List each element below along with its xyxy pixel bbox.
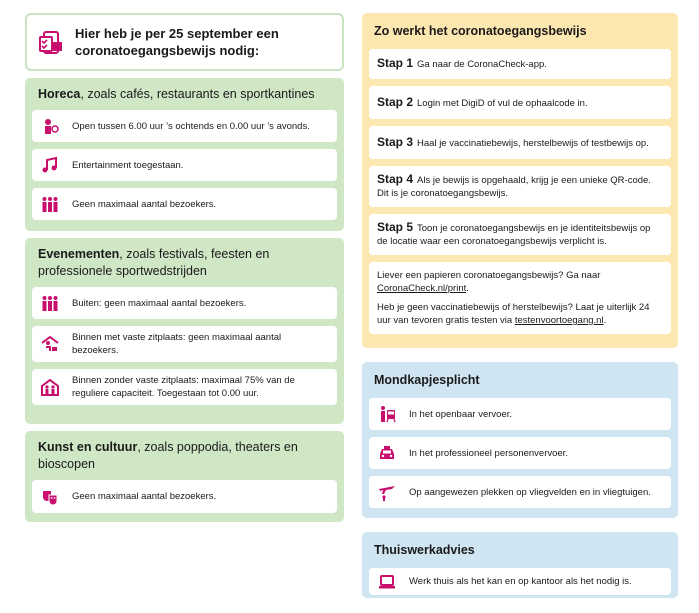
right-column — [362, 13, 678, 598]
horeca-title: Horeca, zoals cafés, restaurants en sportkantines — [38, 87, 315, 101]
step-1: Stap 1 Ga naar de CoronaCheck-app. — [369, 49, 671, 79]
list-item: Buiten: geen maximaal aantal bezoekers. — [32, 287, 337, 319]
thuiswerk-title: Thuiswerkadvies — [374, 543, 475, 557]
list-item: In het professioneel personenvervoer. — [369, 437, 671, 469]
evenementen-title: Evenementen, zoals festivals, feesten en professionele sportwedstrijden — [38, 247, 270, 278]
paper-proof-note: Liever een papieren coronatoegangsbewijs? Ga naar CoronaCheck.nl/print. — [377, 270, 601, 294]
kunst-section — [25, 431, 344, 522]
seated-venue-icon — [40, 334, 60, 354]
clock-person-icon — [40, 116, 60, 136]
list-item: In het openbaar vervoer. — [369, 398, 671, 430]
people-icon — [40, 293, 60, 313]
step-4: Stap 4 Als je bewijs is opgehaald, krijg je een unieke QR-code. Dit is je coronatoegangsbewijs. — [369, 166, 671, 207]
list-item: Open tussen 6.00 uur ’s ochtends en 0.00 uur ’s avonds. — [32, 110, 337, 142]
testenvoortoegang-link[interactable]: testenvoortoegang.nl — [514, 315, 604, 326]
list-item: Werk thuis als het kan en op kantoor als het nodig is. — [369, 568, 671, 595]
phone-checklist-icon — [39, 29, 65, 55]
horeca-section — [25, 78, 344, 231]
train-person-icon — [377, 404, 397, 424]
mondkapje-title: Mondkapjesplicht — [374, 373, 480, 387]
indoor-venue-icon — [40, 377, 60, 397]
step-5: Stap 5 Toon je coronatoegangsbewijs en je identiteitsbewijs op de locatie waar een coronatoegangsbewijs verplicht is. — [369, 214, 671, 255]
people-icon — [40, 194, 60, 214]
info-note — [369, 262, 671, 334]
theater-masks-icon — [40, 487, 60, 507]
werkwijze-title: Zo werkt het coronatoegangsbewijs — [374, 24, 587, 38]
list-item: Op aangewezen plekken op vliegvelden en in vliegtuigen. — [369, 476, 671, 508]
werkwijze-section — [362, 13, 678, 348]
list-item: Binnen zonder vaste zitplaats: maximaal 75% van de reguliere capaciteit. Toegestaan tot 0.00 uur. — [32, 369, 337, 405]
list-item: Entertainment toegestaan. — [32, 149, 337, 181]
test-note: Heb je geen vaccinatiebewijs of herstelbewijs? Laat je uiterlijk 24 uur van tevoren gratis testen via testenvoortoegang.nl. — [377, 302, 650, 326]
list-item: Geen maximaal aantal bezoekers. — [32, 480, 337, 513]
kunst-title: Kunst en cultuur, zoals poppodia, theaters en bioscopen — [38, 440, 298, 471]
airplane-icon — [377, 482, 397, 502]
left-column — [25, 13, 344, 522]
mondkapje-section — [362, 362, 678, 518]
coronacheck-print-link[interactable]: CoronaCheck.nl/print — [377, 283, 467, 294]
evenementen-section — [25, 238, 344, 424]
laptop-icon — [377, 572, 397, 592]
page-title: Hier heb je per 25 september een coronatoegangsbewijs nodig: — [75, 26, 279, 58]
list-item: Binnen met vaste zitplaats: geen maximaal aantal bezoekers. — [32, 326, 337, 362]
header-box — [25, 13, 344, 71]
step-3: Stap 3 Haal je vaccinatiebewijs, herstelbewijs of testbewijs op. — [369, 126, 671, 159]
thuiswerk-section — [362, 532, 678, 598]
music-note-icon — [40, 155, 60, 175]
list-item: Geen maximaal aantal bezoekers. — [32, 188, 337, 220]
step-2: Stap 2 Login met DigiD of vul de ophaalcode in. — [369, 86, 671, 119]
taxi-icon — [377, 443, 397, 463]
